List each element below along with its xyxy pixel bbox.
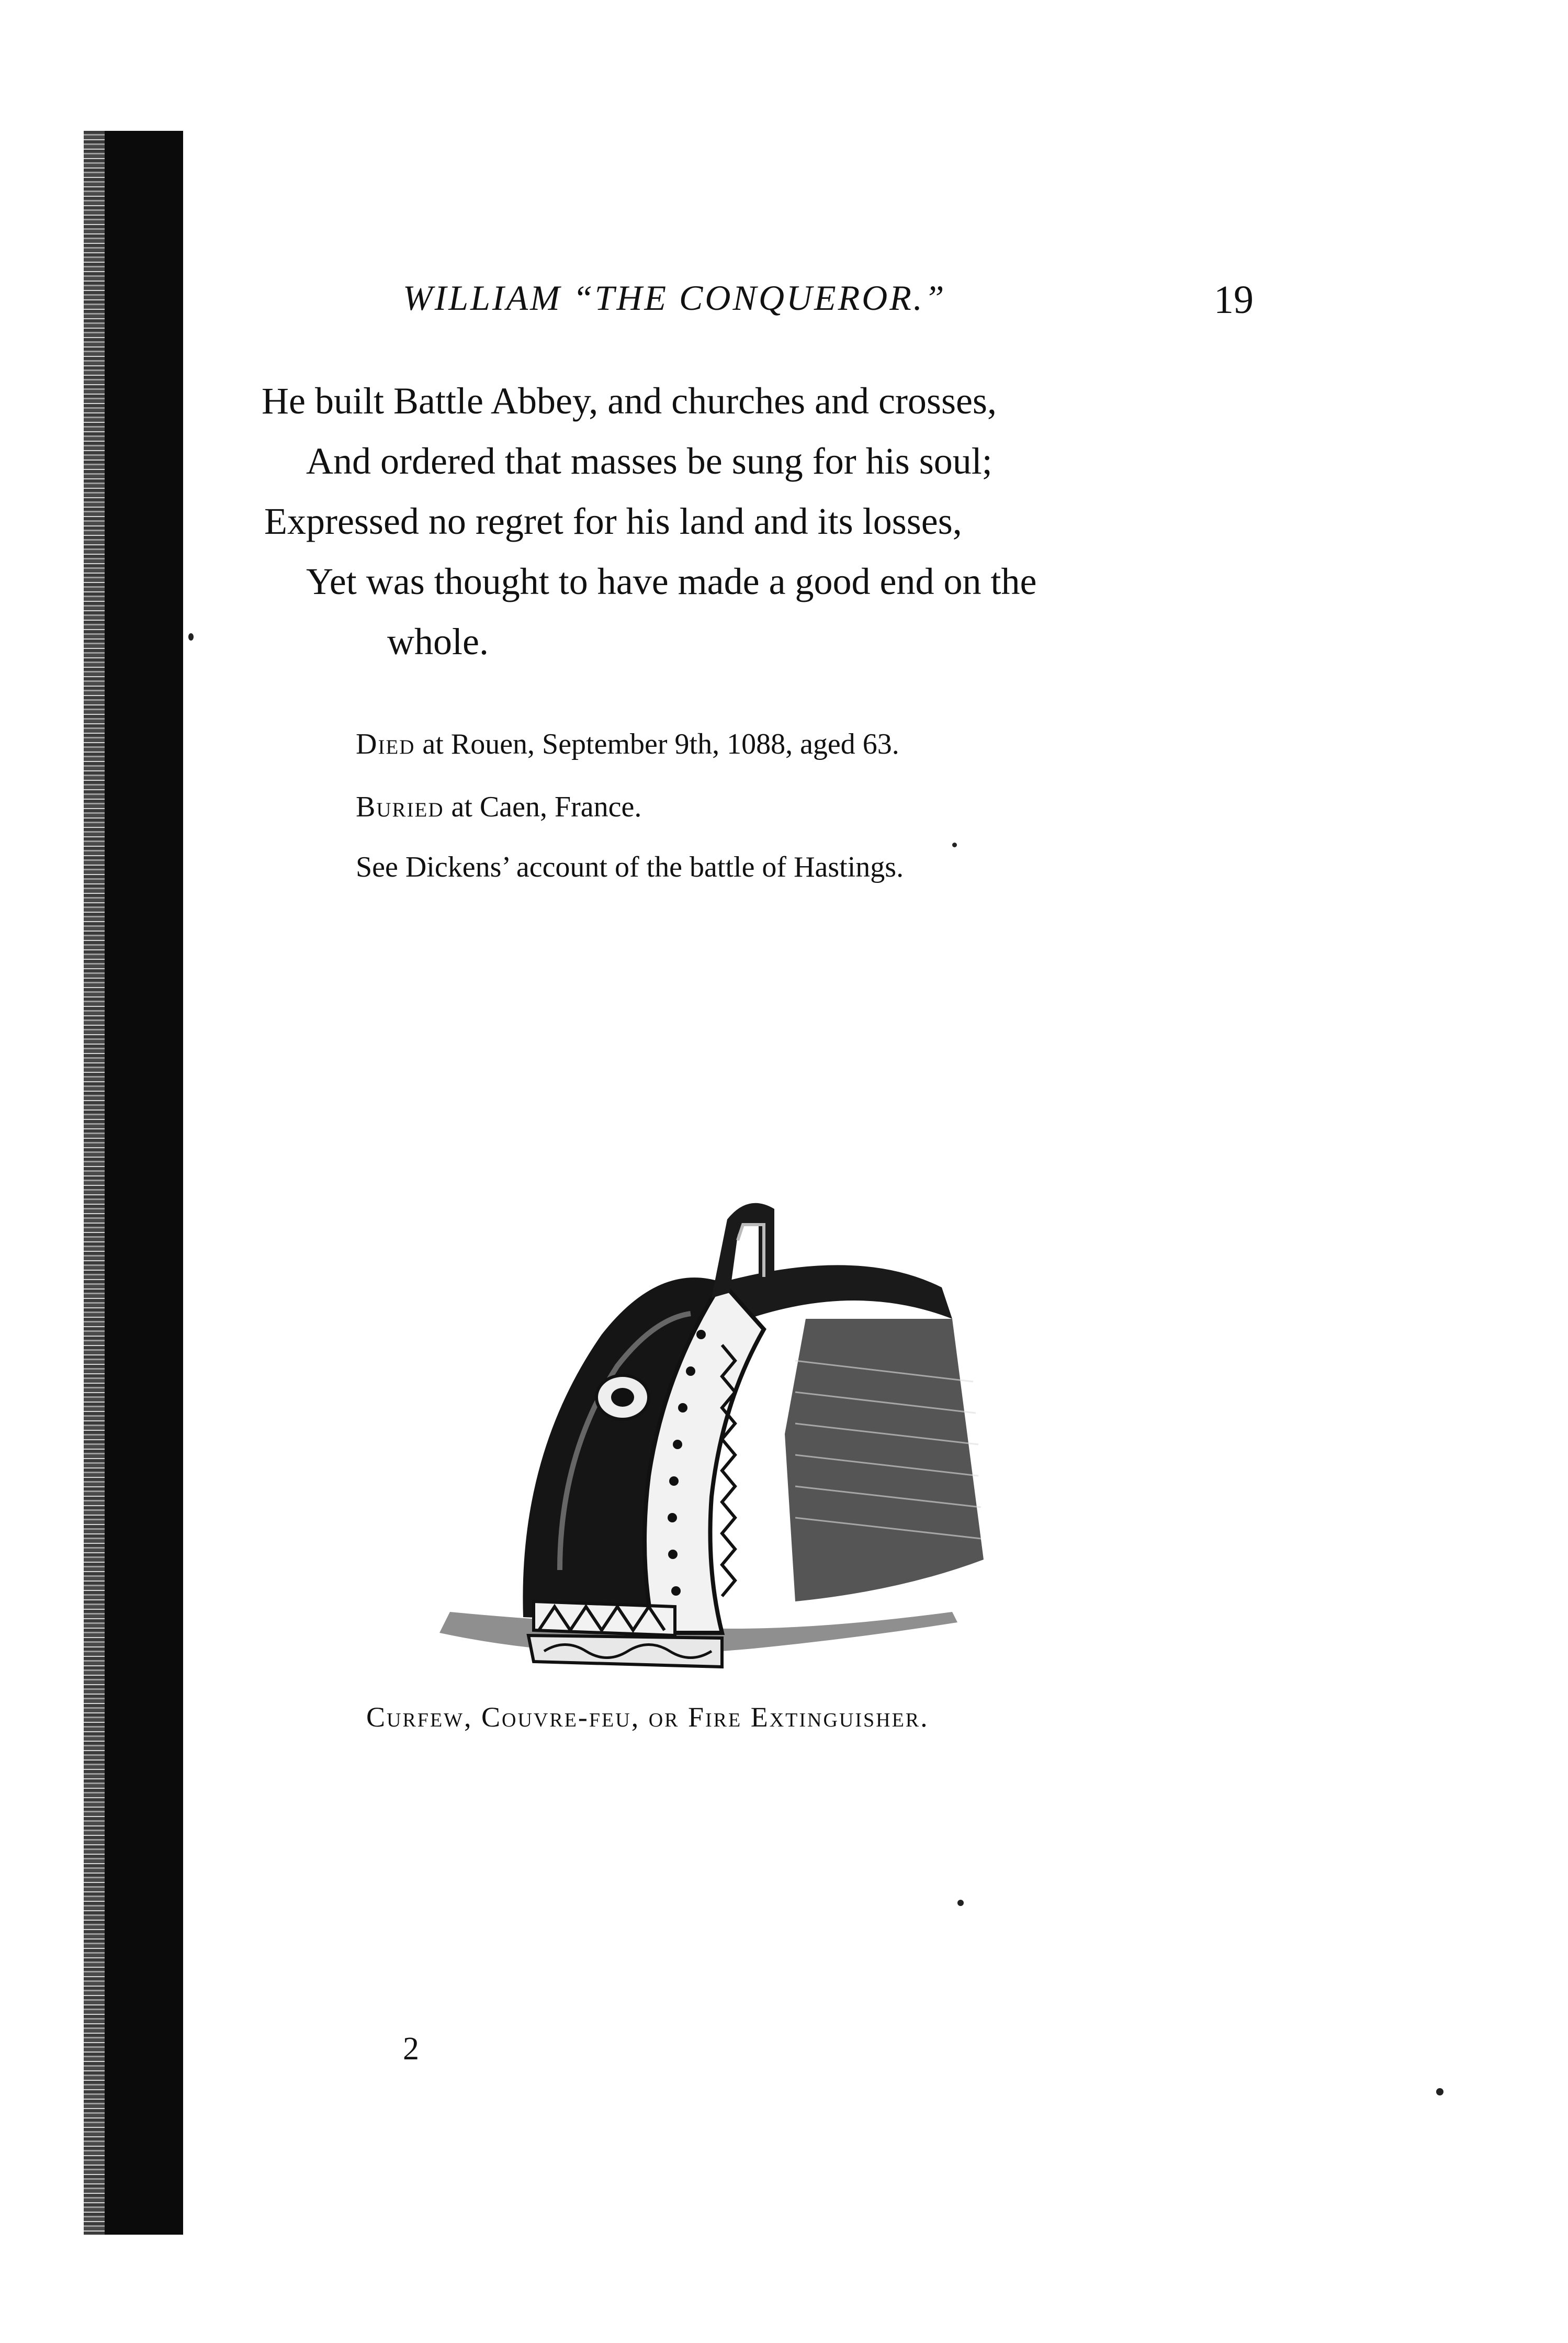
note-see-dickens: See Dickens’ account of the battle of Hastings. [356, 851, 904, 883]
verse-line-4: Yet was thought to have made a good end on the [306, 560, 1037, 602]
print-speck [957, 1900, 964, 1906]
print-speck [188, 633, 194, 641]
page-number: 19 [1214, 278, 1254, 322]
verse-line-5: whole. [387, 621, 489, 663]
verse-line-2: And ordered that masses be sung for his soul; [306, 440, 992, 482]
note-died-label: Died [356, 728, 415, 760]
note-died [356, 727, 899, 761]
signature-mark: 2 [403, 2031, 419, 2067]
note-buried-label: Buried [356, 791, 444, 823]
print-speck [952, 843, 957, 847]
illustration-caption: Curfew, Couvre-feu, or Fire Extinguisher. [366, 1701, 929, 1733]
verse-line-3: Expressed no regret for his land and its losses, [264, 500, 962, 542]
note-died-text: at Rouen, September 9th, 1088, aged 63. [415, 728, 899, 760]
note-buried [356, 790, 641, 824]
book-spine [105, 131, 183, 2235]
note-buried-text: at Caen, France. [444, 791, 642, 823]
curfew-illustration [429, 1162, 1067, 1675]
verse-line-1: He built Battle Abbey, and churches and crosses, [262, 380, 997, 422]
running-head: WILLIAM “THE CONQUEROR.” [403, 278, 946, 318]
print-speck [1436, 2088, 1443, 2095]
